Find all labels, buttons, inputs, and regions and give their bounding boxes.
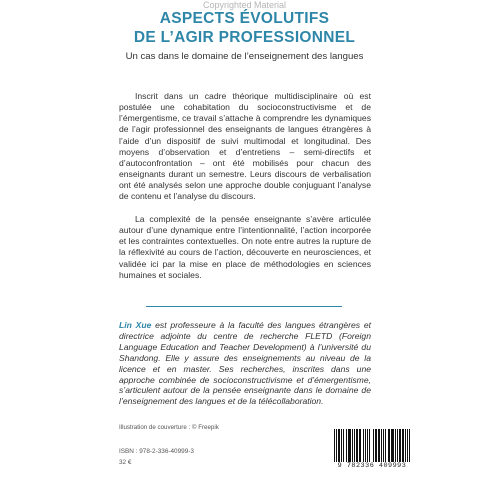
author-bio xyxy=(119,320,371,407)
barcode-bar xyxy=(346,429,347,462)
title-line-2: DE L’AGIR PROFESSIONNEL xyxy=(133,29,356,46)
title-line-1: ASPECTS ÉVOLUTIFS xyxy=(159,10,330,27)
barcode-bar xyxy=(409,429,410,462)
author-name: Lin Xue xyxy=(119,320,152,330)
barcode-bar xyxy=(373,429,374,462)
barcode-bar xyxy=(348,429,351,462)
barcode-bar xyxy=(405,429,406,462)
barcode-bar xyxy=(397,429,398,462)
barcode-bar xyxy=(395,429,396,462)
barcode-bar xyxy=(352,429,353,462)
barcode-bar xyxy=(365,429,366,462)
barcode-bar xyxy=(383,429,384,462)
isbn-barcode xyxy=(326,426,418,470)
author-bio-text: est professeure à la faculté des langues étrangères et directrice adjointe du centre de recherche FLETD (Foreign Language Education and Teacher Development) à l’université du Shandong. Elle y assure des enseignements au niveau de la licence et en master. Ses recherches, inscrites dans une approche combinée de socioconstructivisme et d’émergentisme, s’articulent autour de la pensée enseignante dans le domaine de l’enseignement des langues et de la télécollaboration. xyxy=(119,320,371,407)
cover-illustration-credit: Illustration de couverture : © Freepik xyxy=(119,424,219,431)
isbn: ISBN : 978-2-336-40999-3 xyxy=(119,448,194,455)
barcode-bar xyxy=(388,429,390,462)
copyright-watermark: Copyrighted Material xyxy=(202,0,287,10)
barcode-bar xyxy=(338,429,340,462)
section-divider xyxy=(146,306,342,307)
barcode-bar xyxy=(391,429,394,462)
price: 32 € xyxy=(119,459,132,466)
book-title xyxy=(0,9,489,47)
barcode-bar xyxy=(341,429,342,462)
barcode-bars xyxy=(334,429,414,462)
barcode-bar xyxy=(385,429,386,462)
barcode-bar xyxy=(334,429,335,462)
barcode-bar xyxy=(359,429,361,462)
barcode-bar xyxy=(402,429,404,462)
barcode-bar xyxy=(356,429,358,462)
barcode-bar xyxy=(354,429,355,462)
barcode-bar xyxy=(369,429,370,462)
barcode-bar xyxy=(367,429,368,462)
barcode-bar xyxy=(399,429,401,462)
barcode-bar xyxy=(336,429,337,462)
barcode-bar xyxy=(378,429,380,462)
barcode-bar xyxy=(343,429,344,462)
summary-paragraph-2: La complexité de la pensée enseignante s’avère articulée autour d’une dynamique entre l’intentionnalité, l’action incorporée et les contraintes contextuelles. On note entre autres la rupture de la réflexivité au cours de l’action, découverte en neurosciences, et validée ici par la mise en place de méthodologies en sciences humaines et sociales. xyxy=(119,214,371,280)
barcode-bar xyxy=(363,429,364,462)
barcode-bar xyxy=(381,429,382,462)
barcode-number: 9 782336 409993 xyxy=(337,462,407,470)
barcode-bar xyxy=(407,429,408,462)
barcode-bar xyxy=(375,429,377,462)
summary-paragraph-1: Inscrit dans un cadre théorique multidisciplinaire où est postulée une cohabitation du socioconstructivisme et de l’émergentisme, ce travail s’attache à comprendre les dynamiques de l’agir professionnel des enseignants de langues étrangères à l’aide d’un dispositif de suivi multimodal et longitudinal. Des moyens d’observation et d’entretiens – semi-directifs et d’autoconfrontation – ont été mobilisés pour chacun des enseignants durant un semestre. Leurs discours de verbalisation ont été analysés selon une approche double conjuguant l’analyse de contenu et l’analyse du discours. xyxy=(119,91,371,202)
book-subtitle: Un cas dans le domaine de l’enseignement des langues xyxy=(125,51,364,62)
